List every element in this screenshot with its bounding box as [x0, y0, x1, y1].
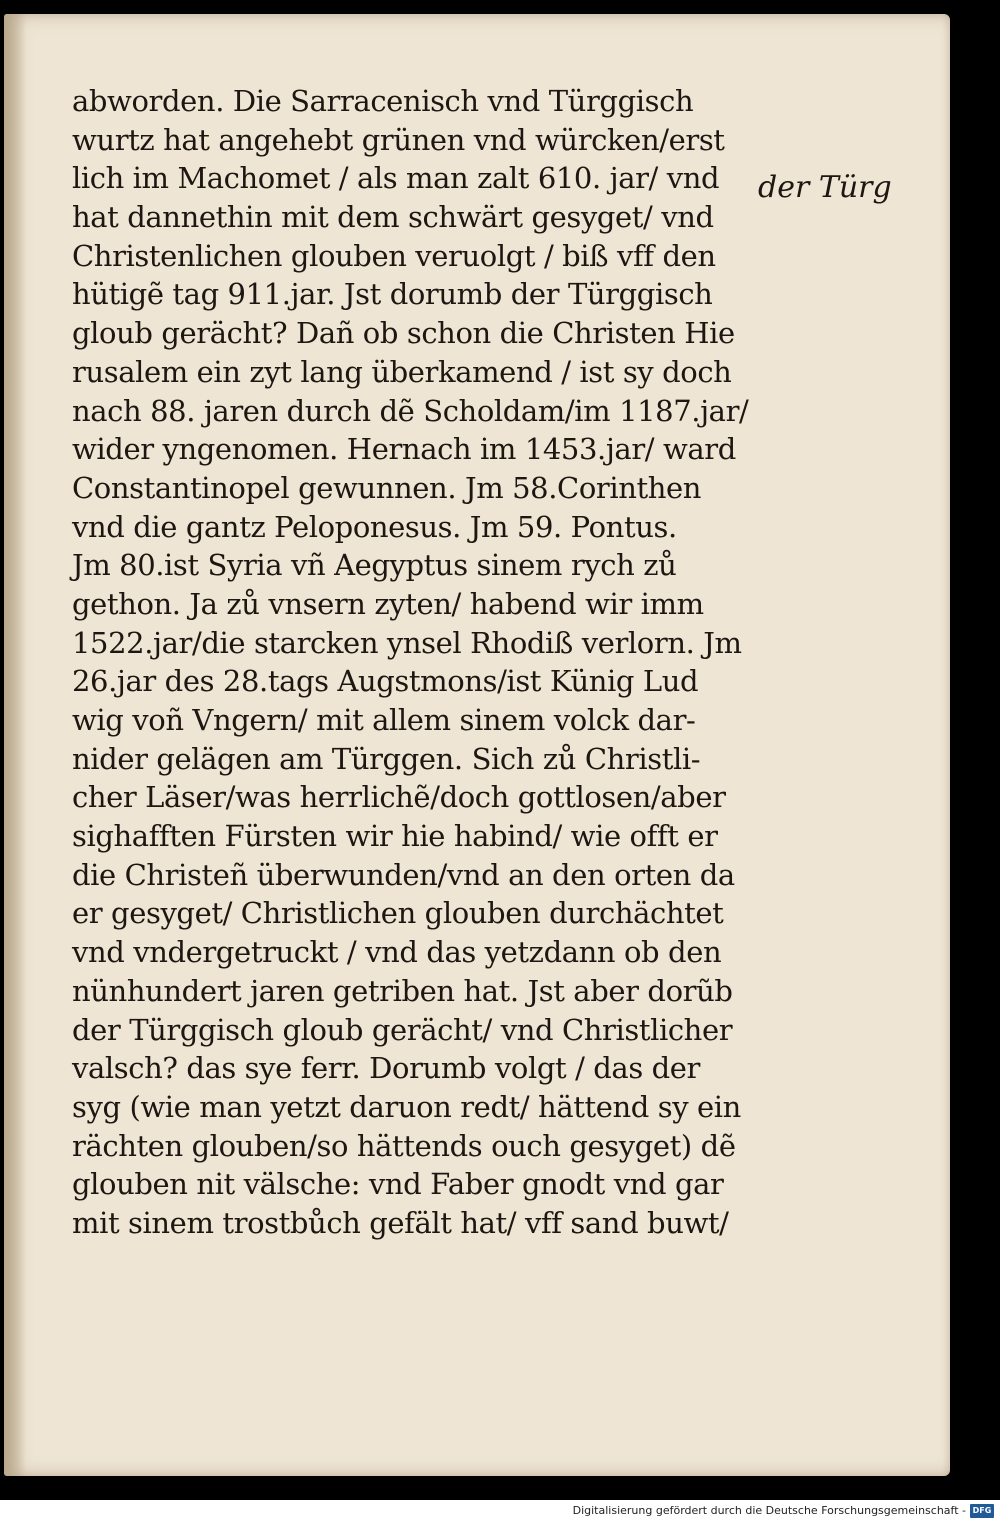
text-line: nünhundert jaren getriben hat. Jst aber dorũb [72, 973, 733, 1008]
funding-credit: Digitalisierung gefördert durch die Deutsche Forschungsgemeinschaft - [572, 1504, 966, 1517]
text-line: Constantinopel gewunnen. Jm 58.Corinthen [72, 470, 702, 505]
dfg-logo-icon: DFG [970, 1504, 994, 1518]
text-line: gethon. Ja zů vnsern zyten/ habend wir imm [72, 586, 704, 621]
text-line: syg (wie man yetzt daruon redt/ hättend sy ein [72, 1089, 741, 1124]
text-line: vnd die gantz Peloponesus. Jm 59. Pontus. [72, 509, 677, 544]
text-line: cher Läser/was herrlichẽ/doch gottlosen/aber [72, 780, 726, 815]
text-line: wurtz hat angehebt grünen vnd würcken/erst [72, 122, 725, 157]
text-line: wider yngenomen. Hernach im 1453.jar/ ward [72, 432, 736, 467]
text-line: hat dannethin mit dem schwärt gesyget/ vnd [72, 200, 714, 235]
text-line: 26.jar des 28.tags Augstmons/ist Künig Lud [72, 664, 699, 699]
text-line: Christenlichen glouben veruolgt / biß vff den [72, 238, 716, 273]
text-line: die Christeñ überwunden/vnd an den orten da [72, 857, 735, 892]
text-line: abworden. Die Sarracenisch vnd Türggisch [72, 84, 694, 118]
text-line: wig voñ Vngern/ mit allem sinem volck dar- [72, 703, 696, 737]
text-line: valsch? das sye ferr. Dorumb volgt / das der [72, 1051, 701, 1086]
page-gutter-shadow [4, 14, 26, 1476]
footer-bar [0, 1500, 1000, 1523]
text-line: nach 88. jaren durch dẽ Scholdam/im 1187.jar/ [72, 393, 749, 428]
text-line: 1522.jar/die starcken ynsel Rhodiß verlorn. Jm [72, 625, 742, 660]
body-text [72, 82, 752, 1243]
text-line: er gesyget/ Christlichen glouben durchächtet [72, 896, 724, 931]
text-line: der Türggisch gloub gerächt/ vnd Christlicher [72, 1012, 733, 1047]
text-line: rusalem ein zyt lang überkamend / ist sy doch [72, 354, 732, 389]
marginal-note: der Türg [758, 170, 892, 205]
text-line: gloub gerächt? Dañ ob schon die Christen Hie [72, 316, 735, 351]
text-line: rächten glouben/so hättends ouch gesyget) dẽ [72, 1128, 736, 1163]
text-line: lich im Machomet / als man zalt 610. jar/ vnd [72, 161, 720, 196]
text-line: Jm 80.ist Syria vñ Aegyptus sinem rych zů [72, 548, 677, 583]
text-line: sighafften Fürsten wir hie habind/ wie offt er [72, 819, 718, 854]
text-line: nider gelägen am Türggen. Sich zů Christli- [72, 741, 701, 776]
text-line: mit sinem trostbůch gefält hat/ vff sand buwt/ [72, 1205, 729, 1240]
text-line: vnd vndergetruckt / vnd das yetzdann ob den [72, 935, 722, 970]
text-line: hütigẽ tag 911.jar. Jst dorumb der Türggisch [72, 277, 713, 312]
text-line: glouben nit välsche: vnd Faber gnodt vnd gar [72, 1167, 724, 1202]
